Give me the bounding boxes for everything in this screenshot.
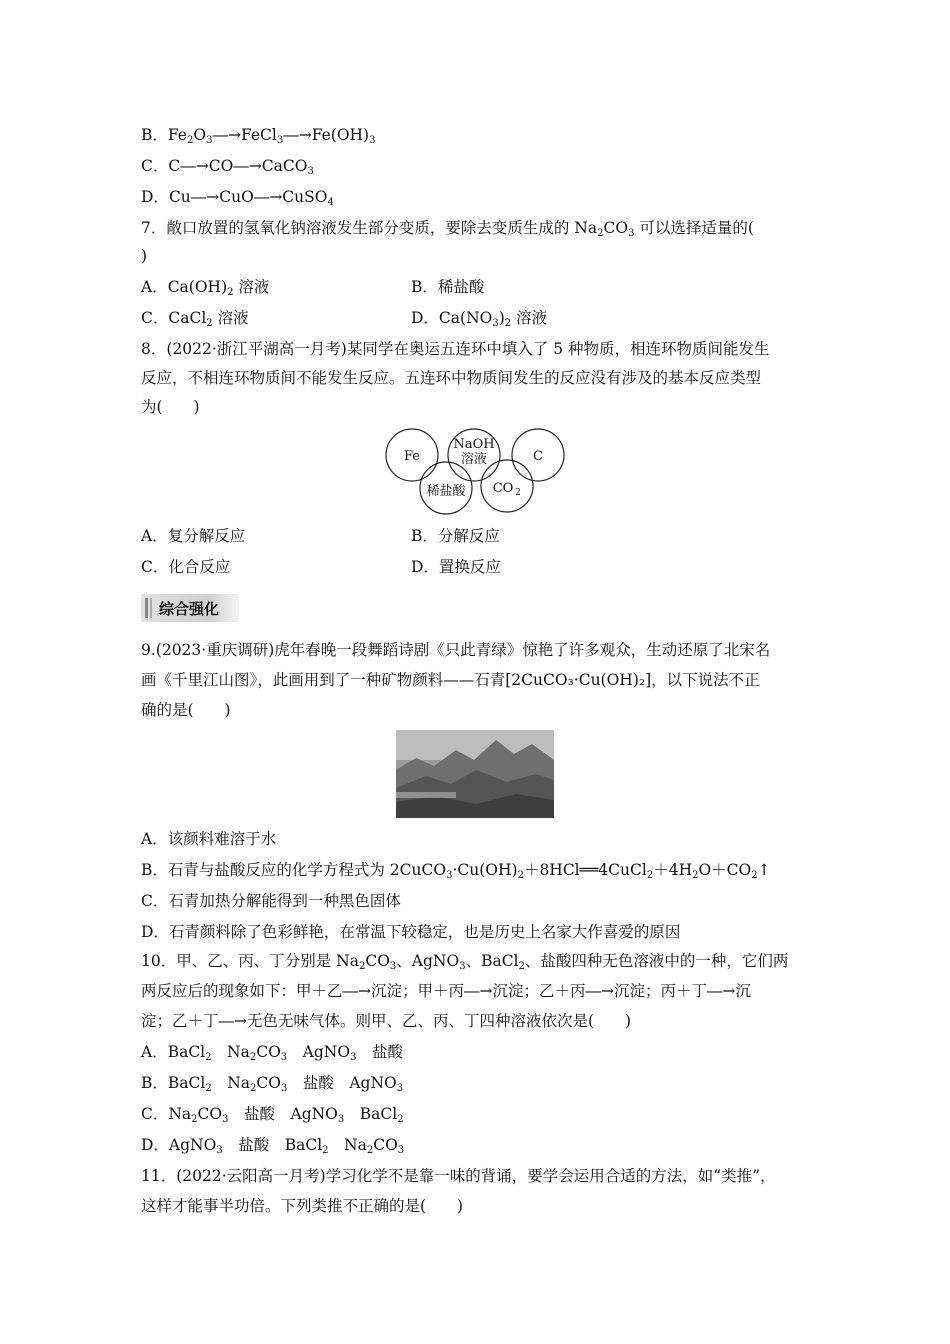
ring-label-co: CO xyxy=(492,481,514,496)
q9-option-c: C．石青加热分解能得到一种黑色固体 xyxy=(141,892,401,910)
olympic-rings-diagram xyxy=(385,420,575,520)
q10-option-b: B．BaCl$_2$ $Na_2CO_3$ 盐酸 AgNO$_3$ xyxy=(141,1074,404,1094)
q9-option-b: B．石青与盐酸反应的化学方程式为 $2CuCO_3\cdot Cu(OH)_2+8HCl══4CuCl_2+4H_2O+CO_2↑$ xyxy=(141,861,771,881)
q9-stem-line3: 确的是( ) xyxy=(141,701,231,719)
q7-options-row2 xyxy=(141,307,821,329)
q7-option-b: B．稀盐酸 xyxy=(411,278,485,296)
q8-option-c: C．化合反应 xyxy=(141,558,231,576)
q8-options-row2 xyxy=(141,556,821,578)
q6-option-d: D．Cu―→CuO―→CuSO$_4$ xyxy=(141,188,334,208)
q7-stem-cont: ) xyxy=(141,247,148,265)
ring-label-solution: 溶液 xyxy=(460,452,488,467)
q6-option-c: C．C―→CO―→CaCO$_3$ xyxy=(141,157,314,177)
q8-stem-line3: 为( ) xyxy=(141,398,200,416)
q8-option-d: D．置换反应 xyxy=(411,558,501,576)
q9-stem-line1: 9.(2023·重庆调研)虎年春晚一段舞蹈诗剧《只此青绿》惊艳了许多观众，生动还原了北宋名 xyxy=(141,641,771,659)
q11-stem-line1: 11．(2022·云阳高一月考)学习化学不是靠一味的背诵，要学会运用合适的方法，如“类推”， xyxy=(141,1167,776,1185)
q10-stem-line3: 淀；乙＋丁―→无色无味气体。则甲、乙、丙、丁四种溶液依次是( ) xyxy=(141,1012,632,1030)
ring-label-c: C xyxy=(533,449,543,464)
q8-stem-line2: 反应，不相连环物质间不能发生反应。五连环中物质间发生的反应没有涉及的基本反应类型 xyxy=(141,369,762,387)
q8-option-b: B．分解反应 xyxy=(411,527,500,545)
section-header-comprehensive: 综合强化 xyxy=(141,594,239,622)
q7-stem: 7．敞口放置的氢氧化钠溶液发生部分变质，要除去变质生成的 $Na_2CO_3$ 可以选择适量的( xyxy=(141,219,754,239)
q8-options-row1 xyxy=(141,525,821,547)
q10-stem-line2: 两反应后的现象如下：甲＋乙―→沉淀；甲＋丙―→沉淀；乙＋丙―→沉淀；丙＋丁―→沉 xyxy=(141,982,751,1000)
ring-label-naoh: NaOH xyxy=(453,437,495,452)
ring-label-hcl: 稀盐酸 xyxy=(426,484,466,499)
q9-stem-line2: 画《千里江山图》，此画用到了一种矿物颜料——石青[2CuCO₃·Cu(OH)₂]，以下说法不正 xyxy=(141,671,760,689)
q10-option-a: A．BaCl$_2$ $Na_2CO_3$ AgNO$_3$ 盐酸 xyxy=(141,1043,403,1063)
q7-options-row1 xyxy=(141,276,821,298)
q10-stem-line1: 10．甲、乙、丙、丁分别是 $Na_2CO_3$、AgNO$_3$、BaCl$_2$、盐酸四种无色溶液中的一种，它们两 xyxy=(141,952,789,972)
q10-option-d: D．AgNO$_3$ 盐酸 BaCl$_2$ $Na_2CO_3$ xyxy=(141,1136,405,1156)
ring-label-co2-sub: 2 xyxy=(515,488,521,498)
q7-option-a: A．$Ca(OH)_2$ 溶液 xyxy=(141,278,270,298)
q7-option-d: D．$Ca(NO_3)_2$ 溶液 xyxy=(411,309,548,329)
ring-label-fe: Fe xyxy=(403,449,421,464)
q9-option-a: A．该颜料难溶于水 xyxy=(141,830,277,848)
q8-stem-line1: 8．(2022·浙江平湖高一月考)某同学在奥运五连环中填入了 5 种物质，相连环物质间能发生 xyxy=(141,340,770,358)
q8-option-a: A．复分解反应 xyxy=(141,527,246,545)
q6-option-b: B．$Fe_2O_3―\to FeCl_3―\to Fe(OH)_3$ xyxy=(141,126,376,146)
q9-option-d: D．石青颜料除了色彩鲜艳，在常温下较稳定，也是历史上名家大作喜爱的原因 xyxy=(141,923,681,941)
q7-option-c: C．CaCl$_2$ 溶液 xyxy=(141,309,249,329)
landscape-painting-image xyxy=(396,730,554,818)
q10-option-c: C．$Na_2CO_3$ 盐酸 AgNO$_3$ BaCl$_2$ xyxy=(141,1105,404,1125)
q11-stem-line2: 这样才能事半功倍。下列类推不正确的是( ) xyxy=(141,1197,464,1215)
